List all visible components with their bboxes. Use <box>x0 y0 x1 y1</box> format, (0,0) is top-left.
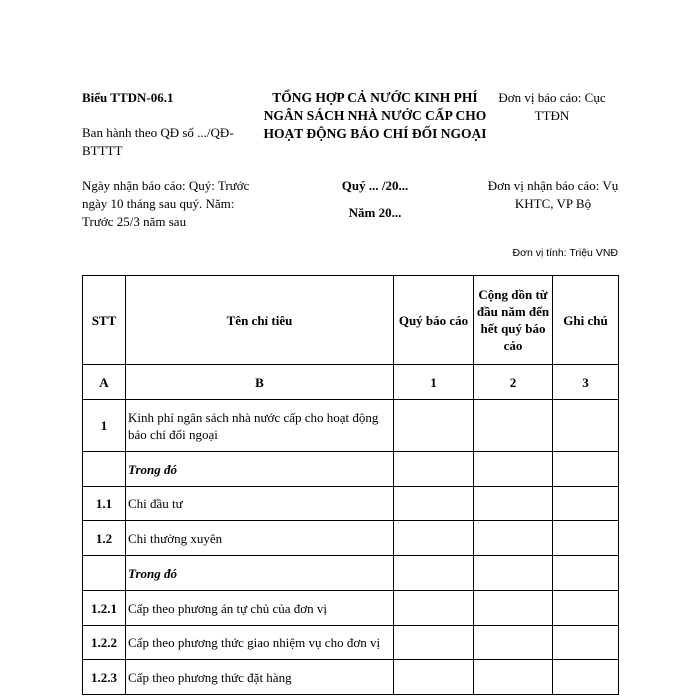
row-note-cell <box>553 556 619 591</box>
row-name: Cấp theo phương thức giao nhiệm vụ cho đơn vị <box>126 626 394 660</box>
row-quarter-cell <box>394 556 474 591</box>
receive-date: Ngày nhận báo cáo: Quý: Trước ngày 10 tháng sau quý. Năm: Trước 25/3 năm sau <box>82 178 250 229</box>
table-row <box>83 660 619 695</box>
row-stt: 1.2.2 <box>83 626 126 660</box>
row-name: Kinh phí ngân sách nhà nước cấp cho hoạt động báo chí đối ngoại <box>126 400 394 452</box>
header-stt: STT <box>83 276 126 365</box>
row-quarter-cell <box>394 626 474 660</box>
row-cumulative-cell <box>474 452 553 487</box>
row-name: Trong đó <box>126 556 394 591</box>
report-title: TỔNG HỢP CẢ NƯỚC KINH PHÍ NGÂN SÁCH NHÀ NƯỚC CẤP CHO HOẠT ĐỘNG BÁO CHÍ ĐỐI NGOẠI <box>263 90 487 141</box>
row-note-cell <box>553 452 619 487</box>
row-quarter-cell <box>394 452 474 487</box>
row-quarter-cell <box>394 591 474 626</box>
row-name: Chi đầu tư <box>126 487 394 521</box>
row-cumulative-cell <box>474 660 553 695</box>
row-stt: 1.1 <box>83 487 126 521</box>
report-year: Năm 20... <box>348 205 402 220</box>
header-cumulative: Cộng dồn từ đầu năm đến hết quý báo cáo <box>474 276 553 365</box>
unit-label: Đơn vị tính: Triệu VNĐ <box>512 247 618 259</box>
row-note-cell <box>553 626 619 660</box>
issued-by: Ban hành theo QĐ số .../QĐ-BTTTT <box>82 125 234 158</box>
header-note: Ghi chú <box>553 276 619 365</box>
row-note-cell <box>553 660 619 695</box>
receiving-unit: Đơn vị nhận báo cáo: Vụ KHTC, VP Bộ <box>487 178 619 211</box>
report-quarter: Quý ... /20... <box>341 178 409 193</box>
row-stt: 1 <box>83 400 126 452</box>
row-name: Cấp theo phương thức đặt hàng <box>126 660 394 695</box>
table-header-row <box>83 276 619 365</box>
row-quarter-cell <box>394 660 474 695</box>
row-cumulative-cell <box>474 626 553 660</box>
row-name: Trong đó <box>126 452 394 487</box>
code-name: B <box>126 365 394 400</box>
code-note: 3 <box>553 365 619 400</box>
row-cumulative-cell <box>474 400 553 452</box>
table-row <box>83 452 619 487</box>
row-note-cell <box>553 400 619 452</box>
table-row <box>83 556 619 591</box>
table-row <box>83 487 619 521</box>
row-cumulative-cell <box>474 487 553 521</box>
row-cumulative-cell <box>474 556 553 591</box>
code-stt: A <box>83 365 126 400</box>
table-row <box>83 400 619 452</box>
form-code: Biểu TTDN-06.1 <box>82 90 174 105</box>
row-name: Cấp theo phương án tự chủ của đơn vị <box>126 591 394 626</box>
row-stt <box>83 452 126 487</box>
row-quarter-cell <box>394 400 474 452</box>
table-row <box>83 626 619 660</box>
row-quarter-cell <box>394 487 474 521</box>
table-code-row <box>83 365 619 400</box>
table-row <box>83 521 619 556</box>
reporting-unit: Đơn vị báo cáo: Cục TTĐN <box>498 90 606 123</box>
report-table <box>82 275 619 695</box>
row-stt: 1.2.1 <box>83 591 126 626</box>
row-note-cell <box>553 591 619 626</box>
row-stt: 1.2.3 <box>83 660 126 695</box>
row-cumulative-cell <box>474 521 553 556</box>
row-note-cell <box>553 521 619 556</box>
row-name: Chi thường xuyên <box>126 521 394 556</box>
code-quarter: 1 <box>394 365 474 400</box>
header-name: Tên chỉ tiêu <box>126 276 394 365</box>
table-row <box>83 591 619 626</box>
row-cumulative-cell <box>474 591 553 626</box>
row-quarter-cell <box>394 521 474 556</box>
header-quarter: Quý báo cáo <box>394 276 474 365</box>
row-stt: 1.2 <box>83 521 126 556</box>
row-note-cell <box>553 487 619 521</box>
code-cumulative: 2 <box>474 365 553 400</box>
row-stt <box>83 556 126 591</box>
